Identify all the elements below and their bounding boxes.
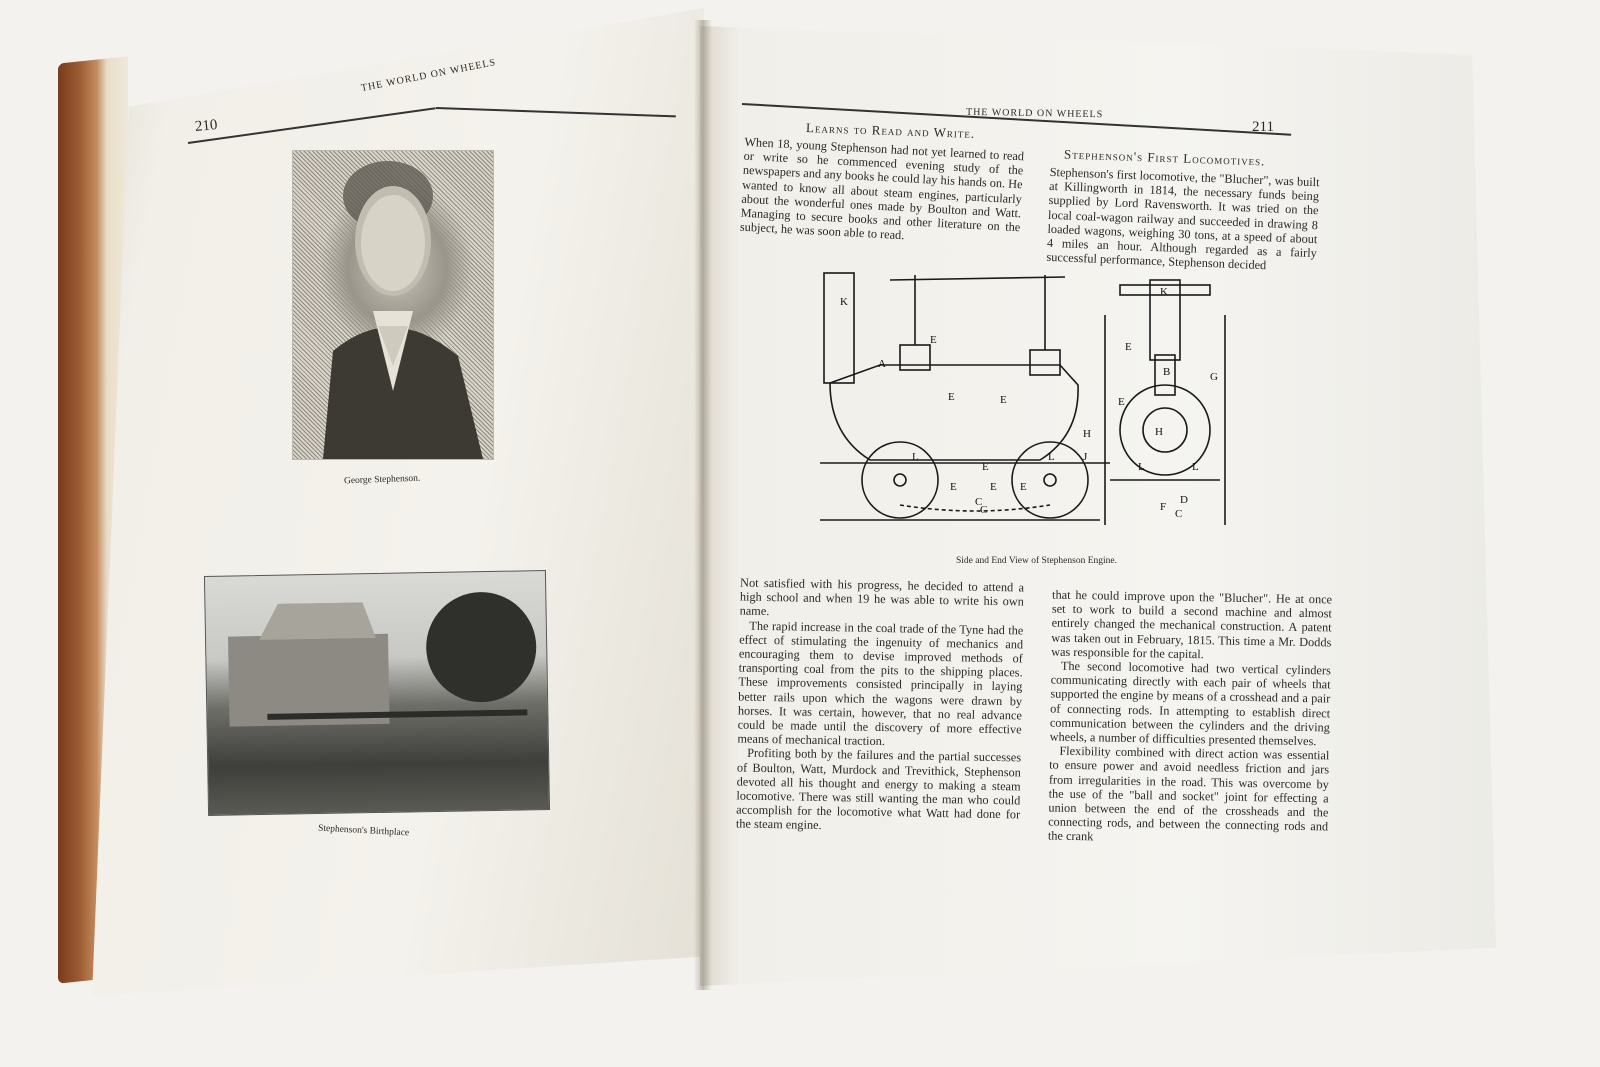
- cylinder-shape-2: [1030, 350, 1060, 375]
- diagram-label: K: [840, 296, 848, 308]
- stephenson-engine-diagram: [820, 255, 1280, 545]
- column-2: [1048, 588, 1332, 849]
- col2-para-3: Flexibility combined with direct action was essential to ensure power and avoid needless friction and jars from irregularities in the road. This was overcome by the use of the "ball and socket" joint for effecting a union between the end of the crossheads and the connecting rods, and between the connecting rods and the crank: [1047, 743, 1330, 844]
- col2-para-1: that he could improve upon the "Blucher". He at once set to work to build a second machine and almost entirely changed the mechanical construction. A patent was taken out in February, 1815. This time a Mr. Dodds was responsible for the capital.: [1051, 587, 1333, 662]
- right-page-number: 211: [1252, 119, 1274, 135]
- diagram-label: E: [948, 391, 955, 403]
- diagram-label: L: [1192, 461, 1199, 473]
- george-stephenson-portrait: [292, 150, 494, 460]
- diagram-caption: Side and End View of Stephenson Engine.: [956, 556, 1117, 566]
- wheel-hub-left: [894, 474, 906, 486]
- diagram-label: A: [878, 358, 886, 370]
- diagram-label: L: [1048, 451, 1055, 463]
- left-page-number: 210: [194, 117, 219, 135]
- diagram-label: K: [1160, 286, 1168, 298]
- col1-para-1: Not satisfied with his progress, he decided to attend a high school and when 19 he was able to write his own name.: [739, 575, 1025, 619]
- diagram-label: F: [1160, 501, 1167, 513]
- birthplace-tree: [425, 591, 537, 703]
- stephenson-birthplace-photo: [204, 570, 550, 816]
- engine-drawing: [820, 255, 1280, 545]
- diagram-label: E: [1020, 481, 1027, 493]
- diagram-label: E: [1125, 341, 1132, 353]
- col1-para-2: The rapid increase in the coal trade of the Tyne had the effect of stimulating the ingenuity of mechanics and encouraging them to devise improved methods of transporting coal from the pits to the shipping places. These improvements consisted principally in laying better rails upon which the wagons were drawn by horses. It was certain, however, that no real advance could be made until the discovery of more effective means of mechanical traction.: [737, 618, 1024, 749]
- diagram-label: G: [1210, 371, 1218, 383]
- diagram-label: E: [1118, 396, 1125, 408]
- diagram-label: J: [1083, 451, 1088, 463]
- col2-para-2: The second locomotive had two vertical cylinders communicating directly with each pair of wheels that supported the engine by means of a crosshead and a pair of connecting rods. In attempting to establish direct communication between the cylinders and the driving wheels, a number of difficulties presented themselves.: [1049, 658, 1331, 749]
- diagram-label: E: [982, 461, 989, 473]
- diagram-label: B: [1163, 366, 1171, 378]
- diagram-label: H: [1083, 428, 1091, 440]
- cylinder-shape: [900, 345, 930, 370]
- left-running-head: THE WORLD ON WHEELS: [360, 57, 498, 94]
- diagram-label: E: [1000, 394, 1007, 406]
- photo-caption: Stephenson's Birthplace: [317, 823, 410, 839]
- right-running-head: THE WORLD ON WHEELS: [965, 106, 1104, 121]
- diagram-label: E: [930, 334, 937, 346]
- wheel-left: [862, 442, 938, 518]
- diagram-label: C: [980, 504, 988, 516]
- diagram-label: C: [1175, 508, 1183, 520]
- diagram-label: L: [1138, 461, 1145, 473]
- birthplace-roof: [245, 602, 376, 640]
- diagram-label: E: [990, 481, 997, 493]
- chimney-shape: [824, 273, 854, 383]
- diagram-label: H: [1155, 426, 1163, 438]
- portrait-caption: George Stephenson.: [343, 473, 421, 487]
- heading-first-locomotives: Stephenson's First Locomotives.: [1063, 146, 1266, 169]
- wheel-hub-right: [1044, 474, 1056, 486]
- diagram-label: C: [975, 496, 983, 508]
- column-1: [736, 576, 1024, 837]
- diagram-label: D: [1180, 494, 1188, 506]
- heading-learns-to-read: Learns to Read and Write.: [805, 120, 976, 141]
- col1-para-3: Profiting both by the failures and the partial successes of Boulton, Watt, Murdock and Trevithick, Stephenson devoted all his thought and energy to making a steam locomotive. There was still wanting the man who could accomplish for the locomotive what Watt had done for the steam engine.: [735, 746, 1022, 833]
- end-firebox: [1143, 408, 1187, 452]
- diagram-label: E: [950, 481, 957, 493]
- paragraph-learns-to-read: When 18, young Stephenson had not yet learned to read or write so he commenced evening study of the newspapers and any books he could lay his hands on. He wanted to know all about steam engines, particularly about the wonderful ones made by Boulton and Watt. Managing to secure books and other literature on the subject, he was soon able to read.: [739, 134, 1025, 243]
- paragraph-first-locomotive: Stephenson's first locomotive, the "Blucher", was built at Killingworth in 1814, the necessary funds being supplied by Lord Ravensworth. It was tried on the local coal-wagon railway and succeeded in drawing 8 loaded wagons, weighing 30 tons, at a speed of about 4 miles an hour. Although regarded as a fairly successful performance, Stephenson decided: [1046, 164, 1320, 273]
- diagram-label: L: [912, 451, 919, 463]
- portrait-figure: [293, 151, 493, 459]
- book-gutter: [694, 20, 712, 990]
- top-beam: [890, 277, 1065, 280]
- boiler-side-shape: [830, 365, 1078, 460]
